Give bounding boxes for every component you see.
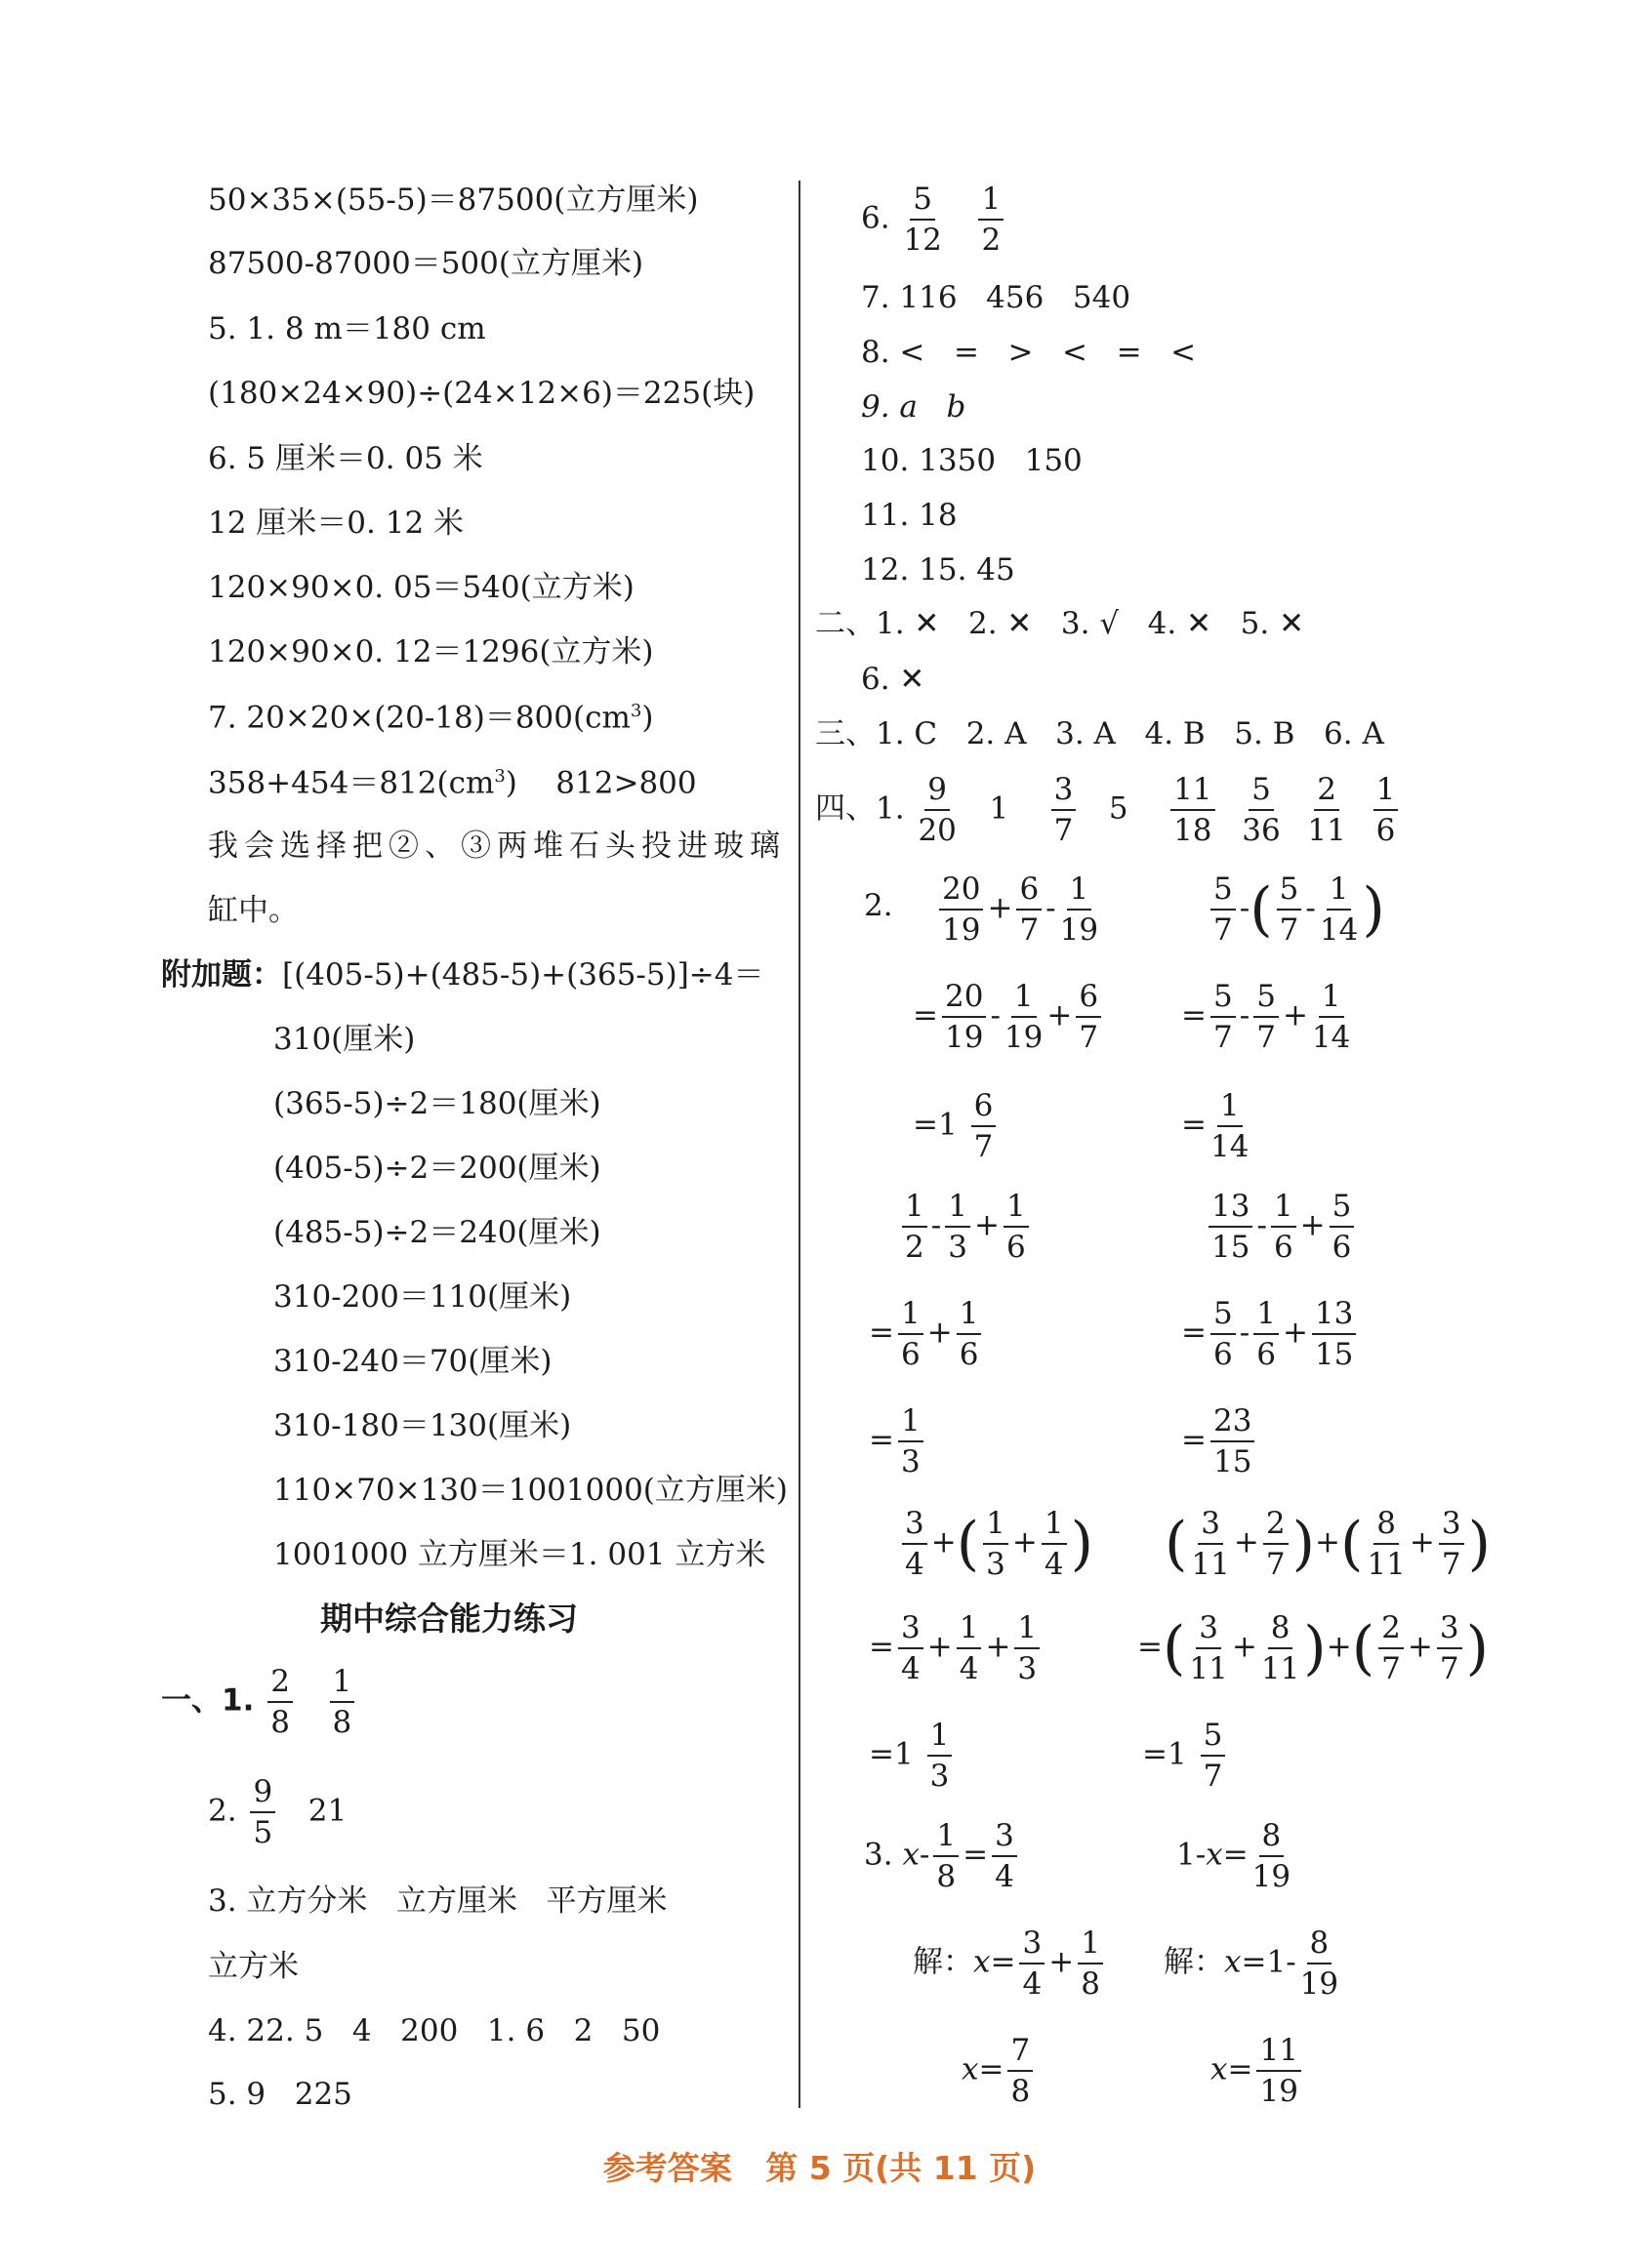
- answer-line: [815, 774, 1402, 846]
- fraction: $\frac{3}{4}$: [1019, 1927, 1045, 2000]
- fraction: $\frac{13}{15}$: [1312, 1298, 1356, 1370]
- answer-line: 4. 22. 5 4 200 1. 6 2 50: [208, 2013, 661, 2048]
- fraction: $\frac{1}{3}$: [983, 1508, 1008, 1580]
- math-expression: 3. x- $\frac{1}{8}$ = $\frac{3}{4}$: [864, 1820, 1021, 1892]
- fraction: $\frac{1}{2}$: [902, 1191, 927, 1263]
- math-expression: $\frac{1}{2}$ - $\frac{1}{3}$ + $\frac{1}{6}$: [898, 1191, 1033, 1263]
- fraction: $\frac{1}{3}$: [945, 1191, 970, 1263]
- fraction: $\frac{1}{19}$: [1004, 979, 1044, 1055]
- fraction: $\frac{1}{8}$: [933, 1820, 959, 1892]
- fraction: $\frac{1}{14}$: [1311, 979, 1351, 1055]
- answer-line: 我会选择把②、③两堆石头投进玻璃: [208, 829, 786, 864]
- answer-line: (405-5)÷2＝200(厘米): [273, 1151, 601, 1186]
- column-divider: [799, 181, 800, 2108]
- answer-line: 二、1. ✕ 2. ✕ 3. √ 4. ✕ 5. ✕: [815, 606, 1305, 641]
- math-expression: =( $\frac{3}{11}$ + $\frac{8}{11}$ )+( $\frac{2}{7}$ + $\frac{3}{7}$ ): [1137, 1610, 1489, 1686]
- answer-line: 50×35×(55-5)＝87500(立方厘米): [208, 182, 699, 218]
- answer-line: (485-5)÷2＝240(厘米): [273, 1215, 601, 1250]
- item-label: 2.: [864, 888, 893, 923]
- fraction: $\frac{1}{14}$: [1209, 1088, 1250, 1164]
- answer-text: 21: [307, 1793, 348, 1829]
- answer-line: 1001000 立方厘米＝1. 001 立方米: [273, 1537, 766, 1572]
- fraction: $\frac{8}{11}$: [1367, 1506, 1406, 1582]
- answer-line: [208, 1776, 347, 1848]
- math-expression: x= $\frac{11}{19}$: [1210, 2035, 1305, 2107]
- section-title: 期中综合能力练习: [320, 1600, 578, 1638]
- fraction: $\frac{1}{8}$: [1078, 1927, 1103, 2000]
- math-expression: ( $\frac{3}{11}$ + $\frac{2}{7}$ )+( $\frac{8}{11}$ + $\frac{3}{7}$ ): [1165, 1506, 1492, 1582]
- fraction: $\frac{1}{19}$: [1059, 871, 1099, 948]
- answer-line: 310(厘米): [273, 1022, 416, 1057]
- fraction: $\frac{5}{7}$: [1253, 981, 1279, 1053]
- fraction: $\frac{1}{14}$: [1319, 871, 1359, 948]
- fraction: $\frac{7}{8}$: [1007, 2035, 1033, 2107]
- fraction: $\frac{3}{4}$: [902, 1508, 927, 1580]
- fraction: $\frac{5}{36}$: [1242, 772, 1281, 848]
- section-label: 四、1.: [815, 790, 905, 827]
- answer-line: 11. 18: [861, 498, 958, 533]
- answer-text: 1: [989, 790, 1009, 827]
- item-label: 6.: [861, 200, 890, 236]
- fraction: $\frac{5}{7}$: [1210, 981, 1236, 1053]
- answer-line: 三、1. C 2. A 3. A 4. B 5. B 6. A: [815, 716, 1384, 751]
- answer-line: 110×70×130＝1001000(立方厘米): [273, 1473, 788, 1508]
- math-expression: $\frac{20}{19}$ + $\frac{6}{7}$ - $\frac{1}{19}$: [935, 873, 1102, 946]
- fraction: $\frac{1}{6}$: [898, 1298, 923, 1370]
- answer-line: (180×24×90)÷(24×12×6)＝225(块): [208, 376, 756, 411]
- answer-line: 12 厘米＝0. 12 米: [208, 506, 465, 541]
- fraction: $\frac{8}{19}$: [1299, 1925, 1339, 2002]
- math-expression: = $\frac{3}{4}$ + $\frac{1}{4}$ + $\frac{1}{3}$: [869, 1612, 1044, 1684]
- math-expression: 解：x=1- $\frac{8}{19}$: [1164, 1925, 1339, 2002]
- bonus-label: 附加题：: [161, 957, 282, 992]
- answer-line: [861, 183, 1007, 256]
- answer-line: 5. 1. 8 m＝180 cm: [208, 311, 486, 346]
- answer-line: 6. 5 厘米＝0. 05 米: [208, 441, 483, 476]
- item-label: 2.: [208, 1793, 237, 1829]
- math-expression: $\frac{5}{7}$ -( $\frac{5}{7}$ - $\frac{1}{14}$ ): [1207, 873, 1385, 946]
- fraction: $\frac{1}{4}$: [957, 1612, 982, 1684]
- answer-line: 3. 立方分米 立方厘米 平方厘米: [208, 1883, 668, 1919]
- math-expression: = $\frac{1}{14}$: [1181, 1088, 1250, 1164]
- answer-line: 310-180＝130(厘米): [273, 1408, 572, 1443]
- math-expression: = $\frac{23}{15}$: [1181, 1405, 1258, 1478]
- answer-text: ) 812>800: [505, 765, 697, 801]
- fraction: $\frac{3}{7}$: [1439, 1508, 1464, 1580]
- fraction: $\frac{3}{7}$: [1051, 774, 1077, 846]
- fraction: $\frac{9}{20}$: [918, 772, 957, 848]
- answer-line: 12. 15. 45: [861, 552, 1015, 587]
- answer-line: 310-240＝70(厘米): [273, 1344, 553, 1379]
- fraction: $\frac{1}{6}$: [1271, 1191, 1296, 1263]
- fraction: $\frac{5}{12}$: [903, 182, 942, 258]
- answer-line: 9. a b: [861, 389, 966, 425]
- fraction: $\frac{5}{7}$: [1277, 873, 1302, 946]
- page-footer: 参考答案 第 5 页(共 11 页): [602, 2149, 1037, 2187]
- fraction: $\frac{1}{6}$: [1004, 1191, 1029, 1263]
- answer-line: 87500-87000＝500(立方厘米): [208, 246, 644, 281]
- answer-text: 7. 20×20×(20-18)＝800(cm: [208, 700, 631, 736]
- answer-line: 310-200＝110(厘米): [273, 1279, 572, 1315]
- answer-line: 8. < = > < = <: [861, 335, 1197, 370]
- fraction: $\frac{8}{19}$: [1251, 1818, 1291, 1894]
- answer-line: 缸中。: [208, 893, 299, 928]
- math-expression: = $\frac{5}{6}$ - $\frac{1}{6}$ + $\frac{13}{15}$: [1181, 1298, 1360, 1370]
- answer-line: [208, 700, 654, 736]
- fraction: $\frac{20}{19}$: [942, 981, 986, 1053]
- answer-line: [208, 765, 697, 801]
- math-expression: $\frac{3}{4}$ +( $\frac{1}{3}$ + $\frac{1}{4}$ ): [898, 1508, 1093, 1580]
- fraction: $\frac{3}{11}$: [1189, 1610, 1228, 1686]
- answer-line: 10. 1350 150: [861, 443, 1083, 478]
- fraction: $\frac{2}{8}$: [267, 1666, 293, 1738]
- answer-text: 358+454＝812(cm: [208, 765, 495, 801]
- fraction: $\frac{3}{7}$: [1437, 1612, 1462, 1684]
- answer-line: 5. 9 225: [208, 2077, 352, 2112]
- fraction: $\frac{1}{6}$: [957, 1298, 982, 1370]
- fraction: $\frac{1}{3}$: [898, 1405, 923, 1478]
- fraction: $\frac{1}{2}$: [978, 183, 1004, 256]
- math-expression: =1 $\frac{6}{7}$: [913, 1090, 1000, 1162]
- superscript: 3: [494, 766, 506, 787]
- fraction: $\frac{5}{6}$: [1330, 1191, 1355, 1263]
- fraction: $\frac{11}{19}$: [1256, 2035, 1300, 2107]
- fraction: $\frac{1}{3}$: [1014, 1612, 1040, 1684]
- answer-text: ): [641, 700, 654, 736]
- fraction: $\frac{6}{7}$: [1076, 981, 1101, 1053]
- math-expression: 1-x= $\frac{8}{19}$: [1176, 1818, 1291, 1894]
- fraction: $\frac{1}{6}$: [1253, 1298, 1279, 1370]
- section-label: 一、1.: [161, 1682, 255, 1719]
- answer-line: (365-5)÷2＝180(厘米): [273, 1086, 601, 1121]
- fraction: $\frac{13}{15}$: [1209, 1191, 1252, 1263]
- fraction: $\frac{9}{5}$: [250, 1776, 275, 1848]
- answer-line: [161, 1666, 358, 1738]
- fraction: $\frac{11}{18}$: [1170, 774, 1214, 846]
- answer-text: 5: [1108, 790, 1128, 827]
- fraction: $\frac{1}{4}$: [1042, 1508, 1067, 1580]
- answer-line: 立方米: [208, 1949, 299, 1984]
- fraction: $\frac{1}{6}$: [1373, 774, 1399, 846]
- fraction: $\frac{1}{3}$: [927, 1720, 953, 1792]
- math-expression: = $\frac{1}{6}$ + $\frac{1}{6}$: [869, 1298, 985, 1370]
- bonus-line: [161, 957, 764, 992]
- fraction: $\frac{2}{7}$: [1263, 1508, 1289, 1580]
- answer-text: [(405-5)+(485-5)+(365-5)]÷4＝: [282, 957, 764, 992]
- math-expression: $\frac{13}{15}$ - $\frac{1}{6}$ + $\frac{5}{6}$: [1205, 1191, 1358, 1263]
- answer-line: 7. 116 456 540: [861, 280, 1131, 315]
- fraction: $\frac{5}{6}$: [1210, 1298, 1236, 1370]
- math-expression: =1 $\frac{1}{3}$: [869, 1720, 956, 1792]
- fraction: $\frac{1}{8}$: [330, 1666, 355, 1738]
- answer-line: 120×90×0. 05＝540(立方米): [208, 570, 635, 605]
- fraction: $\frac{5}{7}$: [1201, 1720, 1226, 1792]
- fraction: $\frac{2}{11}$: [1307, 772, 1346, 848]
- fraction: $\frac{6}{7}$: [971, 1090, 997, 1162]
- fraction: $\frac{20}{19}$: [939, 873, 983, 946]
- math-expression: = $\frac{5}{7}$ - $\frac{5}{7}$ + $\frac{1}{14}$: [1181, 979, 1351, 1055]
- fraction: $\frac{6}{7}$: [1016, 873, 1042, 946]
- superscript: 3: [630, 701, 642, 721]
- fraction: $\frac{23}{15}$: [1210, 1405, 1254, 1478]
- math-expression: = $\frac{1}{3}$: [869, 1405, 927, 1478]
- math-expression: x= $\frac{7}{8}$: [962, 2035, 1037, 2107]
- fraction: $\frac{3}{4}$: [992, 1820, 1017, 1892]
- fraction: $\frac{3}{4}$: [898, 1612, 923, 1684]
- math-expression: = $\frac{20}{19}$ - $\frac{1}{19}$ + $\frac{6}{7}$: [913, 981, 1105, 1053]
- fraction: $\frac{3}{11}$: [1191, 1506, 1230, 1582]
- fraction: $\frac{2}{7}$: [1378, 1612, 1404, 1684]
- fraction: $\frac{5}{7}$: [1210, 873, 1236, 946]
- answer-line: 120×90×0. 12＝1296(立方米): [208, 634, 654, 669]
- math-expression: =1 $\frac{5}{7}$: [1142, 1720, 1229, 1792]
- answer-line: 6. ✕: [861, 662, 925, 697]
- math-expression: 解：x= $\frac{3}{4}$ + $\frac{1}{8}$: [913, 1927, 1107, 2000]
- fraction: $\frac{8}{11}$: [1260, 1610, 1300, 1686]
